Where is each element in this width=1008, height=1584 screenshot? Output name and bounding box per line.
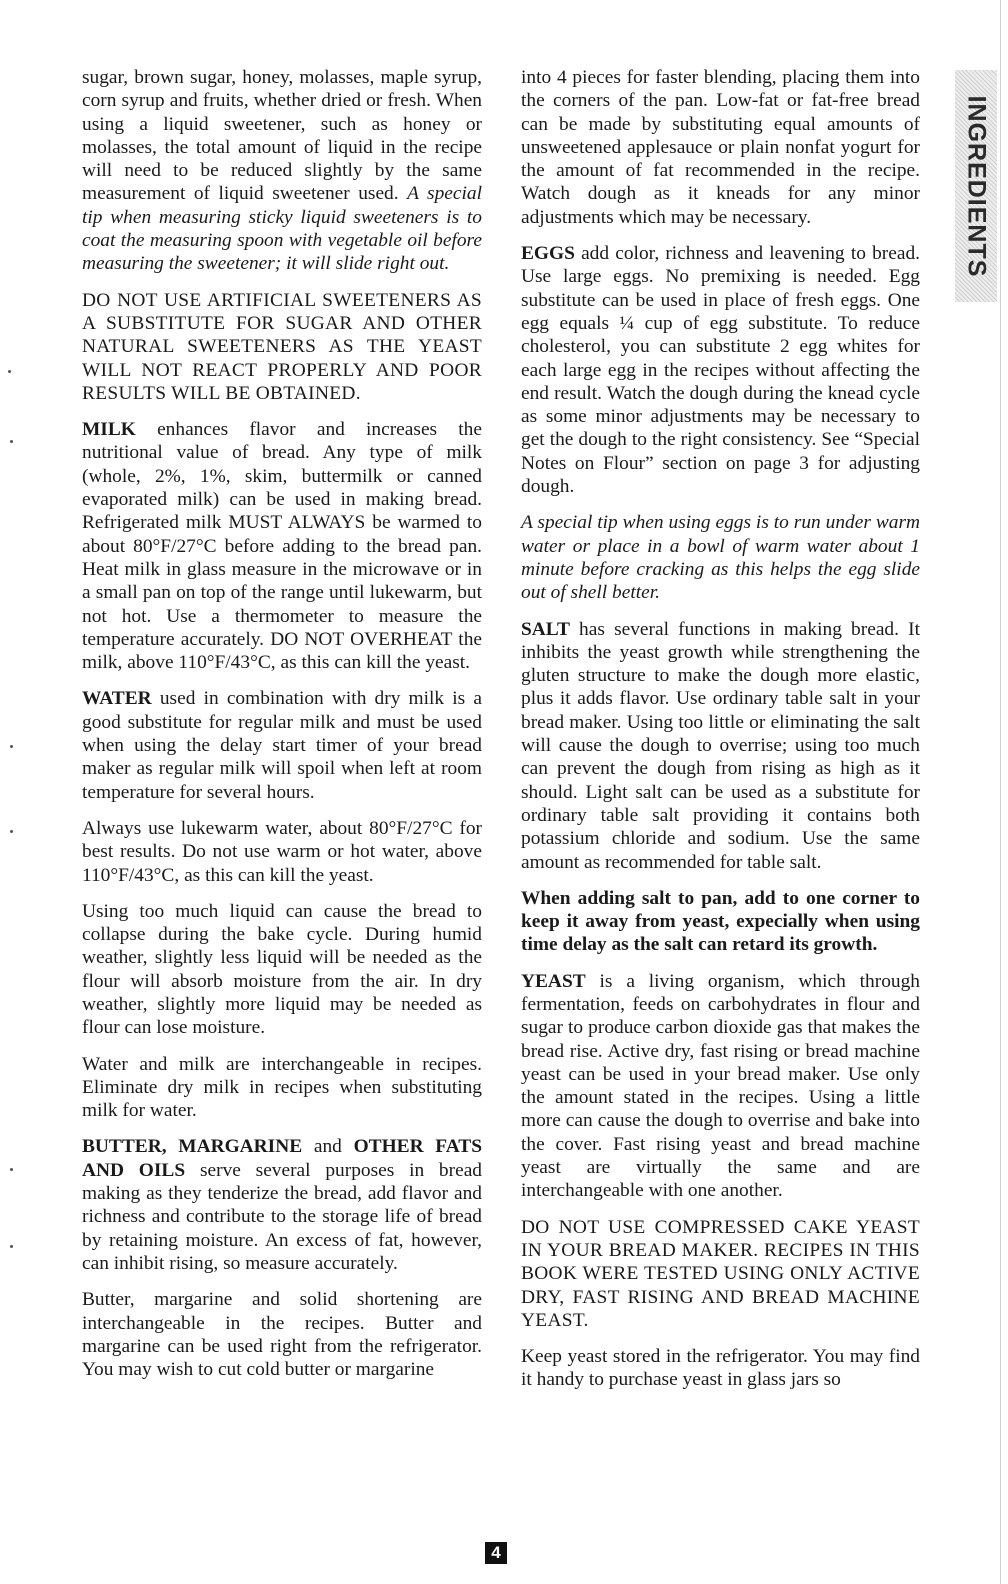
scan-speck (10, 745, 13, 748)
page-edge-rule (1000, 0, 1001, 1584)
fats-text: serve several purposes in bread making as they tenderize the bread, add flavor and richness and contribute to the storage life of bread by retaining moisture. An excess of fat, however, can inhibit rising, so measure accurately. (82, 1159, 482, 1274)
yeast-heading: YEAST (521, 970, 586, 992)
right-column (521, 66, 920, 1405)
scan-speck (10, 1245, 13, 1248)
milk-heading: MILK (82, 419, 136, 441)
fats-section (82, 1135, 482, 1275)
sweeteners-continued-text: sugar, brown sugar, honey, molasses, maple syrup, corn syrup and fruits, whether dried or fresh. When using a liquid sweetener, such as honey or molasses, the total amount of liquid in the recipe will need to be reduced slightly by the same measurement of liquid sweetener used. (82, 67, 482, 205)
salt-text: has several functions in making bread. It inhibits the yeast growth while strengthening the gluten structure to make the dough more elastic, plus it adds flavor. Use ordinary table salt in your bread maker. Using too little or eliminating the salt will cause the dough to overrise; using too much can prevent the dough from rising as high as it should. Light salt can be used as a substitute for ordinary table salt providing it contains both potassium chloride and sodium. Use the same amount as recommended for table salt. (521, 618, 920, 873)
eggs-section (521, 242, 920, 498)
butter-margarine-heading: BUTTER, MARGARINE (82, 1136, 303, 1158)
paragraph (82, 66, 482, 276)
butter-interchangeable-paragraph: Butter, margarine and solid shortening are interchangeable in the recipes. Butter and margarine can be used right from the refrigerator. You may wish to cut cold butter or margarine (82, 1289, 482, 1381)
water-milk-interchangeable-paragraph: Water and milk are interchangeable in recipes. Eliminate dry milk in recipes when substituting milk for water. (82, 1053, 482, 1122)
milk-text: enhances flavor and increases the nutritional value of bread. Any type of milk (whole, 2%, 1%, skim, buttermilk or canned evaporated milk) can be used in making bread. Refrigerated milk MUST ALWAYS be warmed to about 80°F/27°C before adding to the bread pan. Heat milk in glass measure in the microwave or in a small pan on top of the range until lukewarm, but not hot. Use a thermometer to measure the temperature accurately. DO NOT OVERHEAT the milk, above 110°F/43°C, as this can kill the yeast. (82, 419, 482, 674)
fats-continued-paragraph: into 4 pieces for faster blending, placing them into the corners of the pan. Low-fat or fat-free bread can be made by substituting equal amounts of unsweetened applesauce or plain nonfat yogurt for the amount of fat recommended in the recipe. Watch dough as it kneads for any minor adjustments which may be necessary. (521, 67, 920, 228)
water-text: used in combination with dry milk is a good substitute for regular milk and must be used when using the delay start timer of your bread maker as regular milk will spoil when left at room temperature for several hours. (82, 688, 482, 803)
section-tab-label: INGREDIENTS (962, 95, 991, 277)
fats-and-word: and (313, 1136, 342, 1158)
yeast-text: is a living organism, which through fermentation, feeds on carbohydrates in flour and sugar to produce carbon dioxide gas that makes the bread rise. Active dry, fast rising or bread machine yeast can be used in your bread maker. Use only the amount stated in the recipes. Using a little more can cause the dough to overrise and bake into the cover. Fast rising yeast and bread machine yeast are virtually the same and are interchangeable with one another. (521, 970, 920, 1202)
scan-speck (10, 830, 13, 833)
page-number: 4 (485, 1542, 507, 1564)
water-too-much-liquid-paragraph: Using too much liquid can cause the bread to collapse during the bake cycle. During humid weather, slightly less liquid will be needed as the flour will absorb moisture from the air. In dry weather, slightly more liquid may be needed as flour can lose moisture. (82, 900, 482, 1039)
salt-section (521, 618, 920, 874)
salt-heading: SALT (521, 618, 570, 640)
yeast-storage-paragraph: Keep yeast stored in the refrigerator. You may find it handy to purchase yeast in glass jars so (521, 1346, 920, 1391)
eggs-text: add color, richness and leavening to bread. Use large eggs. No premixing is needed. Egg substitute can be used in place of fresh eggs. One egg equals ¼ cup of egg substitute. To reduce cholesterol, you can substitute 2 egg whites for each large egg in the recipes without affecting the end result. Watch the dough during the knead cycle as some minor adjustments may be necessary to get the dough to the right consistency. See “Special Notes on Flour” section on page 3 for adjusting dough. (521, 243, 920, 498)
yeast-section (521, 970, 920, 1203)
scan-speck (10, 1168, 13, 1171)
water-heading: WATER (82, 688, 152, 710)
left-column (82, 66, 482, 1394)
scan-speck (8, 370, 11, 373)
eggs-tip: A special tip when using eggs is to run under warm water or place in a bowl of warm water about 1 minute before cracking as this helps the egg slide out of shell better. (521, 512, 920, 604)
salt-note: When adding salt to pan, add to one corner to keep it away from yeast, expecially when using time delay as the salt can retard its growth. (521, 887, 920, 956)
sweetener-tip: A special tip when measuring sticky liquid sweeteners is to coat the measuring spoon with vegetable oil before measuring the sweetener; it will slide right out. (82, 183, 482, 275)
water-section (82, 687, 482, 803)
artificial-sweeteners-warning: DO NOT USE ARTIFICIAL SWEETENERS AS A SUBSTITUTE FOR SUGAR AND OTHER NATURAL SWEETENERS AS THE YEAST WILL NOT REACT PROPERLY AND POOR RESULTS WILL BE OBTAINED. (82, 289, 482, 404)
water-lukewarm-paragraph: Always use lukewarm water, about 80°F/27°C for best results. Do not use warm or hot water, above 110°F/43°C, as this can kill the yeast. (82, 817, 482, 886)
milk-section (82, 418, 482, 674)
scan-speck (10, 440, 13, 443)
other-fats-heading: OTHER FATS AND OILS (82, 1136, 482, 1181)
section-tab-label-box (955, 70, 997, 302)
eggs-heading: EGGS (521, 243, 575, 265)
compressed-yeast-warning: DO NOT USE COMPRESSED CAKE YEAST IN YOUR BREAD MAKER. RECIPES IN THIS BOOK WERE TESTED USING ONLY ACTIVE DRY, FAST RISING AND BREAD MACHINE YEAST. (521, 1216, 920, 1331)
